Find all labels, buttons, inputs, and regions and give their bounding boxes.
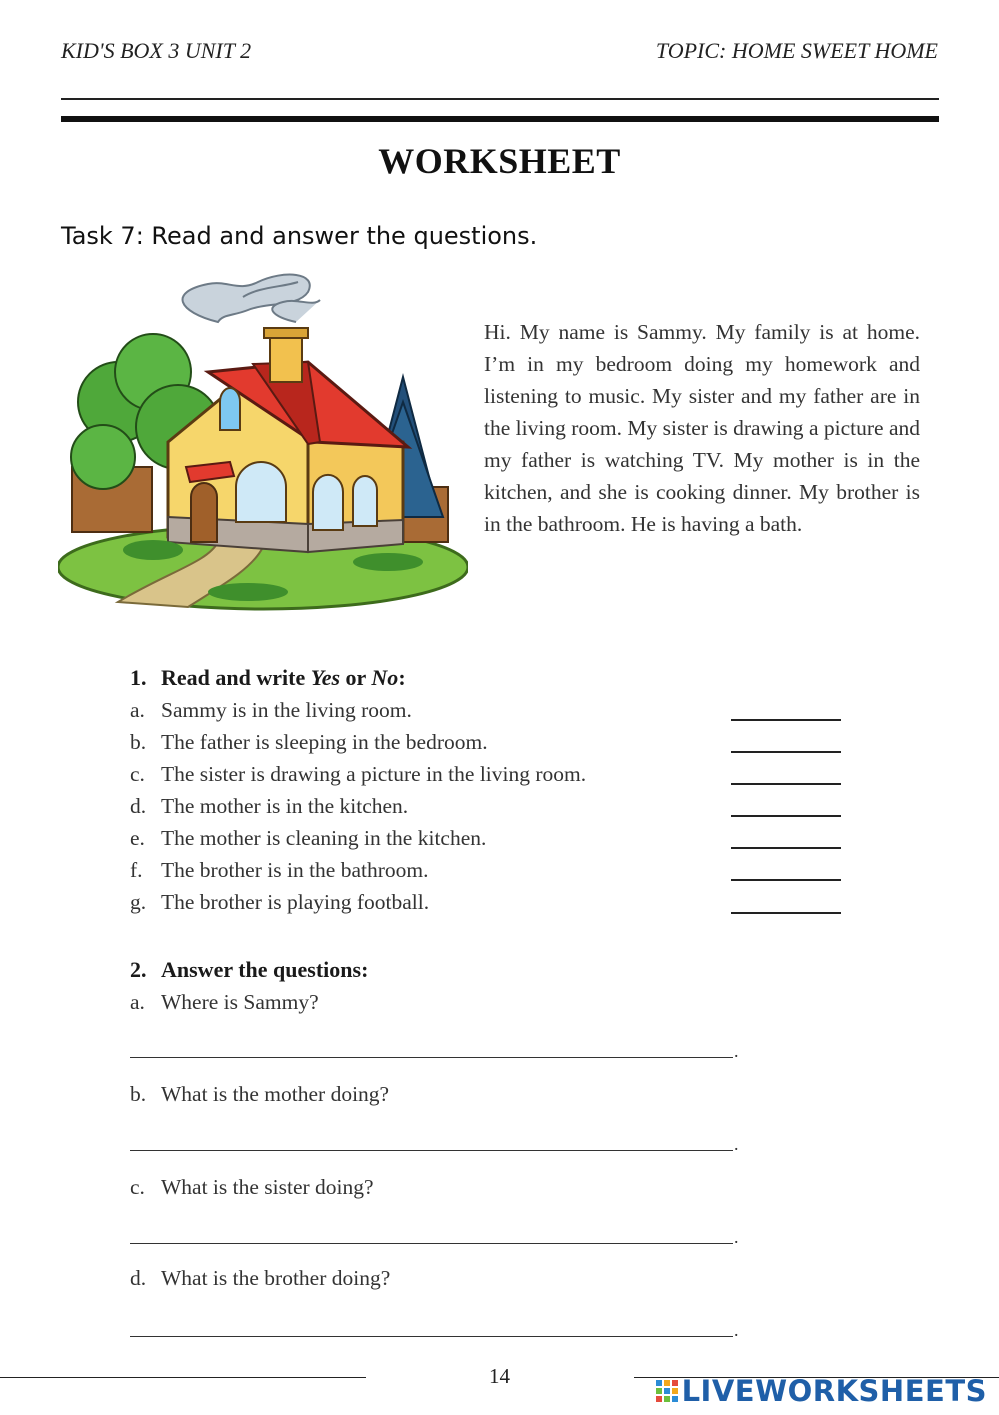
liveworksheets-logo-icon xyxy=(655,1379,679,1403)
answer-blank[interactable] xyxy=(731,912,841,914)
section2-number: 2. xyxy=(130,957,147,982)
header-rule-thick xyxy=(61,116,939,122)
task-instruction: Task 7: Read and answer the questions. xyxy=(61,222,538,250)
item-text: The sister is drawing a picture in the living room. xyxy=(161,762,587,786)
yes-no-item xyxy=(130,730,488,755)
answer-blank[interactable] xyxy=(731,815,841,817)
liveworksheets-brand-text: LIVEWORKSHEETS xyxy=(681,1374,987,1408)
item-letter: b. xyxy=(130,730,147,754)
section1-title-end: : xyxy=(398,665,406,690)
answer-line-end: . xyxy=(734,1320,739,1340)
item-letter: d. xyxy=(130,794,147,818)
yes-no-item xyxy=(130,890,429,915)
item-letter: a. xyxy=(130,990,145,1014)
answer-line[interactable] xyxy=(130,1150,733,1151)
item-letter: e. xyxy=(130,826,145,850)
item-text: What is the brother doing? xyxy=(161,1266,391,1290)
answer-blank[interactable] xyxy=(731,879,841,881)
answer-blank[interactable] xyxy=(731,719,841,721)
question-item xyxy=(130,1266,390,1291)
item-text: The brother is in the bathroom. xyxy=(161,858,429,882)
item-letter: f. xyxy=(130,858,143,882)
item-letter: a. xyxy=(130,698,145,722)
page-number: 14 xyxy=(489,1364,510,1388)
answer-line-end: . xyxy=(734,1041,739,1061)
header-rule-thin xyxy=(61,98,939,100)
answer-line-end: . xyxy=(734,1227,739,1247)
item-letter: c. xyxy=(130,762,145,786)
house-illustration xyxy=(58,262,468,617)
item-letter: d. xyxy=(130,1266,147,1290)
header-right: TOPIC: HOME SWEET HOME xyxy=(655,38,938,63)
answer-blank[interactable] xyxy=(731,783,841,785)
page-title: WORKSHEET xyxy=(378,141,621,181)
item-letter: b. xyxy=(130,1082,147,1106)
item-text: What is the mother doing? xyxy=(161,1082,390,1106)
header-left: KID'S BOX 3 UNIT 2 xyxy=(61,38,252,63)
item-text: What is the sister doing? xyxy=(161,1175,374,1199)
liveworksheets-brand[interactable] xyxy=(655,1374,987,1408)
item-text: Sammy is in the living room. xyxy=(161,698,412,722)
section1-heading xyxy=(130,665,406,691)
yes-no-item xyxy=(130,698,412,723)
question-item xyxy=(130,1082,389,1107)
yes-no-item xyxy=(130,762,586,787)
answer-line[interactable] xyxy=(130,1057,733,1058)
item-text: Where is Sammy? xyxy=(161,990,319,1014)
section1-title-yes: Yes xyxy=(310,665,341,690)
yes-no-item xyxy=(130,794,408,819)
answer-blank[interactable] xyxy=(731,751,841,753)
item-text: The father is sleeping in the bedroom. xyxy=(161,730,488,754)
section1-number: 1. xyxy=(130,665,147,690)
question-item xyxy=(130,1175,374,1200)
yes-no-item xyxy=(130,826,486,851)
answer-line-end: . xyxy=(734,1134,739,1154)
item-text: The mother is in the kitchen. xyxy=(161,794,409,818)
item-text: The brother is playing football. xyxy=(161,890,430,914)
answer-line[interactable] xyxy=(130,1336,733,1337)
item-letter: c. xyxy=(130,1175,145,1199)
answer-line[interactable] xyxy=(130,1243,733,1244)
section1-title-mid: or xyxy=(340,665,372,690)
section1-title-no: No xyxy=(371,665,399,690)
section2-title: Answer the questions: xyxy=(161,957,369,982)
answer-blank[interactable] xyxy=(731,847,841,849)
question-item xyxy=(130,990,319,1015)
section2-heading xyxy=(130,957,368,983)
item-letter: g. xyxy=(130,890,147,914)
section1-title-start: Read and write xyxy=(161,665,311,690)
reading-passage: Hi. My name is Sammy. My family is at home. I’m in my bedroom doing my homework and listening to music. My sister and my father are in the living room. My sister is drawing a picture and my father is watching TV. My mother is in the kitchen, and she is cooking dinner. My brother is in the bathroom. He is having a bath. xyxy=(484,320,920,536)
item-text: The mother is cleaning in the kitchen. xyxy=(161,826,487,850)
yes-no-item xyxy=(130,858,429,883)
